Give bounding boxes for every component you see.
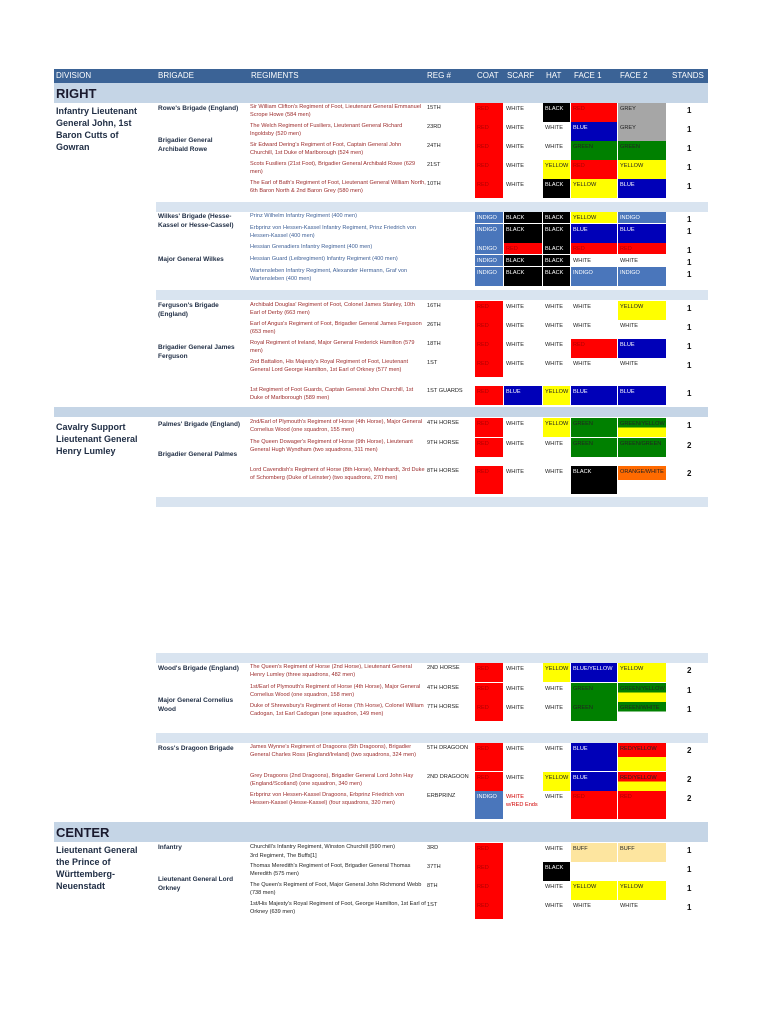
uniform-scarf-cell: WHITE bbox=[506, 686, 525, 692]
regiment-name: Erbprinz von Hessen-Kassel Dragoons, Erbprinz Friedrich von Hessen-Kassel (Hesse-Kassel) (four squadrons, 320 men) bbox=[250, 792, 405, 806]
uniform-hat-cell: BLACK bbox=[543, 103, 570, 122]
uniform-coat-cell: RED bbox=[475, 683, 503, 702]
stands-count: 1 bbox=[687, 342, 692, 351]
uniform-face2-cell: GREEN bbox=[618, 141, 666, 160]
regiment-name: Sir William Clifton's Regiment of Foot, Lieutenant General Emmanuel Scrope Howe (584 men) bbox=[250, 104, 422, 118]
table-row bbox=[250, 301, 708, 320]
uniform-face1-cell: WHITE bbox=[573, 304, 592, 310]
uniform-scarf-cell: WHITE bbox=[506, 182, 525, 188]
stands-count: 1 bbox=[687, 421, 692, 430]
uniform-face2-cell: WHITE bbox=[620, 361, 639, 367]
uniform-hat-cell: WHITE bbox=[545, 746, 564, 752]
uniform-face1-cell: RED bbox=[571, 160, 617, 179]
uniform-face2-cell: BLUE bbox=[618, 386, 666, 405]
uniform-face2-cell: GREEN/YELLOW bbox=[618, 418, 666, 437]
stands-count: 1 bbox=[687, 686, 692, 695]
uniform-scarf-cell: BLACK bbox=[504, 212, 542, 223]
stands-count: 1 bbox=[687, 361, 692, 370]
uniform-coat-cell: RED bbox=[475, 179, 503, 198]
uniform-face1-cell: GREEN bbox=[571, 418, 617, 437]
brigade-commander-wood: Major General Cornelius Wood bbox=[158, 697, 234, 713]
brigade-commander-palmes: Brigadier General Palmes bbox=[158, 451, 238, 458]
uniform-hat-cell: WHITE bbox=[545, 304, 564, 310]
regiment-number: 9TH HORSE bbox=[427, 440, 460, 446]
uniform-face2-cell: GREY bbox=[618, 103, 666, 122]
brigade-palmes: Palmes' Brigade (England) bbox=[158, 421, 241, 428]
regiment-name: The Queen's Regiment of Foot, Major General John Richmond Webb (738 men) bbox=[250, 882, 422, 896]
uniform-coat-cell: RED bbox=[475, 339, 503, 358]
regiment-number: 24TH bbox=[427, 143, 441, 149]
regiment-name: Thomas Meredith's Regiment of Foot, Brigadier General Thomas Meredith (575 men) bbox=[250, 863, 411, 877]
regiment-name: Earl of Angus's Regiment of Foot, Brigadier General James Ferguson (653 men) bbox=[250, 321, 422, 335]
regiment-number: ERBPRINZ bbox=[427, 793, 456, 799]
brigade-ross: Ross's Dragoon Brigade bbox=[158, 745, 234, 752]
uniform-face2-cell: RED/YELLOW bbox=[618, 743, 666, 771]
table-row bbox=[250, 141, 708, 160]
brigade-commander-orkney: Lieutenant General Lord Orkney bbox=[158, 876, 234, 892]
uniform-hat-cell: YELLOW bbox=[543, 772, 570, 791]
table-row bbox=[250, 212, 708, 223]
table-row bbox=[250, 320, 708, 339]
regiment-number: 37TH bbox=[427, 864, 441, 870]
uniform-hat-cell: BLACK bbox=[543, 179, 570, 198]
regiment-number: 1ST bbox=[427, 902, 438, 908]
uniform-scarf-cell: WHITE bbox=[506, 666, 525, 672]
uniform-hat-cell: WHITE bbox=[545, 361, 564, 367]
uniform-face2-cell: GREEN/GREEN bbox=[618, 438, 666, 457]
uniform-coat-cell: INDIGO bbox=[475, 791, 503, 819]
stands-count: 1 bbox=[687, 705, 692, 714]
regiment-name: 1st/Earl of Plymouth's Regiment of Horse (4th Horse), Major General Cornelius Wood (one squadron, 158 men) bbox=[250, 684, 421, 698]
stands-count: 1 bbox=[687, 227, 692, 236]
brigade-rowe: Rowe's Brigade (England) bbox=[158, 105, 239, 112]
brigade-commander-rowe: Brigadier General Archibald Rowe bbox=[158, 137, 213, 153]
regiment-name: James Wynne's Regiment of Dragoons (5th Dragoons), Brigadier General Charles Ross (England/Ireland) (two squadrons, 324 men) bbox=[250, 744, 417, 758]
regiment-name: Hessian Guard (Leibregiment) Infantry Regiment (400 men) bbox=[250, 256, 398, 262]
table-row bbox=[250, 852, 708, 862]
stands-count: 1 bbox=[687, 846, 692, 855]
header-division: DIVISION bbox=[56, 71, 92, 80]
regiment-number: 21ST bbox=[427, 162, 441, 168]
uniform-face1-cell: WHITE bbox=[573, 258, 592, 264]
uniform-face1-cell: BLUE bbox=[571, 122, 617, 141]
uniform-scarf-cell: WHITE bbox=[506, 746, 525, 752]
uniform-hat-cell: WHITE bbox=[545, 884, 564, 890]
section-title-right: RIGHT bbox=[56, 86, 97, 101]
regiment-number: 3RD bbox=[427, 845, 439, 851]
table-row bbox=[250, 702, 708, 721]
uniform-face1-cell: RED bbox=[571, 791, 617, 819]
regiment-name: Wartensleben Infantry Regiment, Alexander Hermann, Graf von Wartensleben (400 men) bbox=[250, 268, 408, 282]
uniform-scarf-cell: WHITE bbox=[506, 106, 525, 112]
uniform-face1-cell: RED bbox=[571, 243, 617, 254]
uniform-face1-cell: GREEN bbox=[571, 702, 617, 721]
stands-count: 2 bbox=[687, 469, 692, 478]
stands-count: 1 bbox=[687, 258, 692, 267]
uniform-hat-cell: BLACK bbox=[543, 255, 570, 266]
uniform-scarf-cell: WHITE w/RED Ends bbox=[506, 794, 538, 808]
uniform-face2-cell: BUFF bbox=[618, 843, 666, 862]
table-row bbox=[250, 466, 708, 494]
uniform-hat-cell: WHITE bbox=[545, 705, 564, 711]
table-row bbox=[250, 881, 708, 900]
uniform-coat-cell: RED bbox=[475, 320, 503, 339]
stands-count: 1 bbox=[687, 215, 692, 224]
stands-count: 1 bbox=[687, 903, 692, 912]
uniform-hat-cell: WHITE bbox=[545, 323, 564, 329]
section-band-cavalry bbox=[54, 407, 708, 417]
uniform-hat-cell: WHITE bbox=[545, 125, 564, 131]
table-row bbox=[250, 683, 708, 702]
uniform-face2-cell: BLUE bbox=[618, 179, 666, 198]
table-row bbox=[250, 243, 708, 254]
uniform-coat-cell: RED bbox=[475, 702, 503, 721]
uniform-coat-cell: RED bbox=[475, 743, 503, 771]
table-row bbox=[250, 743, 708, 771]
uniform-hat-cell: YELLOW bbox=[543, 418, 570, 437]
uniform-face1-cell: BLACK bbox=[571, 466, 617, 494]
uniform-scarf-cell: WHITE bbox=[506, 125, 525, 131]
table-row bbox=[250, 224, 708, 243]
uniform-coat-cell: RED bbox=[475, 418, 503, 437]
uniform-face2-cell: INDIGO bbox=[618, 212, 666, 223]
table-row bbox=[250, 339, 708, 358]
regiment-number: 4TH HORSE bbox=[427, 685, 460, 691]
uniform-face1-cell: BLUE bbox=[571, 224, 617, 243]
uniform-coat-cell: RED bbox=[475, 862, 503, 881]
brigade-commander-ferguson: Brigadier General James Ferguson bbox=[158, 344, 235, 360]
uniform-face2-cell: GREEN/WHITE bbox=[618, 702, 666, 721]
regiment-name: Sir Edward Dering's Regiment of Foot, Captain General John Churchill, 1st Duke of Marlborough (524 men) bbox=[250, 142, 402, 156]
uniform-face1-cell: BLUE bbox=[571, 743, 617, 771]
regiment-name: The Earl of Bath's Regiment of Foot, Lieutenant General William North, 6th Baron North & 2nd Baron Grey (580 men) bbox=[250, 180, 426, 194]
regiment-name: 2nd/Earl of Plymouth's Regiment of Horse (4th Horse), Major General Cornelius Wood (one squadron, 155 men) bbox=[250, 419, 423, 433]
regiment-number: 16TH bbox=[427, 303, 441, 309]
section-title-center: CENTER bbox=[56, 825, 110, 840]
uniform-face2-cell: BLUE bbox=[618, 339, 666, 358]
uniform-hat-cell: WHITE bbox=[545, 686, 564, 692]
uniform-scarf-cell: WHITE bbox=[506, 342, 525, 348]
stands-count: 1 bbox=[687, 865, 692, 874]
uniform-coat-cell: INDIGO bbox=[475, 243, 503, 254]
regiment-name: Duke of Shrewsbury's Regiment of Horse (7th Horse), Colonel William Cadogan, 1st Earl Cadogan (one squadron, 149 men) bbox=[250, 703, 424, 717]
uniform-face2-cell: GREY bbox=[618, 122, 666, 141]
regiment-name: Prinz Wilhelm Infantry Regiment (400 men) bbox=[250, 213, 357, 219]
uniform-face2-cell: YELLOW bbox=[618, 663, 666, 682]
uniform-face2-cell: WHITE bbox=[620, 903, 639, 909]
uniform-coat-cell: RED bbox=[475, 900, 503, 919]
table-row bbox=[250, 160, 708, 179]
stands-count: 1 bbox=[687, 144, 692, 153]
table-row bbox=[250, 900, 708, 919]
header-coat: COAT bbox=[477, 71, 499, 80]
uniform-coat-cell: RED bbox=[475, 358, 503, 377]
header-stands: STANDS bbox=[672, 71, 704, 80]
section-band-right bbox=[54, 83, 708, 103]
uniform-face1-cell: INDIGO bbox=[571, 267, 617, 286]
uniform-coat-cell: INDIGO bbox=[475, 267, 503, 286]
regiment-name: Archibald Douglas' Regiment of Foot, Colonel James Stanley, 10th Earl of Derby (663 men) bbox=[250, 302, 415, 316]
table-row bbox=[250, 862, 708, 881]
uniform-scarf-cell: WHITE bbox=[506, 441, 525, 447]
header-reg-num: REG # bbox=[427, 71, 452, 80]
uniform-hat-cell: WHITE bbox=[545, 342, 564, 348]
uniform-face1-cell: WHITE bbox=[573, 361, 592, 367]
stands-count: 1 bbox=[687, 246, 692, 255]
uniform-scarf-cell: BLACK bbox=[504, 224, 542, 243]
uniform-face1-cell: GREEN bbox=[571, 141, 617, 160]
division-cavalry-support: Cavalry Support Lieutenant General Henry Lumley bbox=[56, 422, 138, 456]
uniform-scarf-cell: WHITE bbox=[506, 775, 525, 781]
table-row bbox=[250, 179, 708, 198]
uniform-hat-cell: BLACK bbox=[543, 224, 570, 243]
uniform-coat-cell: RED bbox=[475, 663, 503, 682]
brigade-wilkes: Wilkes' Brigade (Hesse-Kassel or Hesse-Cassel) bbox=[158, 213, 234, 229]
uniform-scarf-cell: BLACK bbox=[504, 267, 542, 286]
uniform-hat-cell: WHITE bbox=[545, 441, 564, 447]
uniform-face1-cell: RED bbox=[571, 339, 617, 358]
uniform-hat-cell: YELLOW bbox=[543, 663, 570, 682]
table-row bbox=[250, 418, 708, 437]
uniform-scarf-cell: WHITE bbox=[506, 144, 525, 150]
regiment-name: Scots Fusiliers (21st Foot), Brigadier General Archibald Rowe (629 men) bbox=[250, 161, 416, 175]
uniform-coat-cell: RED bbox=[475, 122, 503, 141]
uniform-scarf-cell: RED bbox=[504, 243, 542, 254]
uniform-hat-cell: WHITE bbox=[545, 794, 564, 800]
brigade-center-infantry: Infantry bbox=[158, 844, 182, 851]
regiment-number: 1ST bbox=[427, 360, 438, 366]
uniform-hat-cell: WHITE bbox=[545, 846, 564, 852]
table-row bbox=[250, 386, 708, 405]
regiment-number: 1ST GUARDS bbox=[427, 388, 463, 394]
uniform-face1-cell: BLUE bbox=[571, 772, 617, 791]
stands-count: 1 bbox=[687, 163, 692, 172]
header-face1: FACE 1 bbox=[574, 71, 602, 80]
regiment-name: 3rd Regiment, The Buffs[1] bbox=[250, 853, 317, 859]
regiment-name: The Queen Dowager's Regiment of Horse (9th Horse), Lieutenant General Hugh Wyndham (two squadrons, 311 men) bbox=[250, 439, 413, 453]
uniform-hat-cell: BLACK bbox=[543, 267, 570, 286]
uniform-face2-cell: YELLOW bbox=[618, 881, 666, 900]
regiment-name: 1st Regiment of Foot Guards, Captain General John Churchill, 1st Duke of Marlborough (589 men) bbox=[250, 387, 414, 401]
uniform-coat-cell: RED bbox=[475, 881, 503, 900]
uniform-face1-cell: GREEN bbox=[571, 438, 617, 457]
uniform-scarf-cell: WHITE bbox=[506, 323, 525, 329]
uniform-hat-cell: YELLOW bbox=[543, 386, 570, 405]
stands-count: 1 bbox=[687, 182, 692, 191]
stands-count: 1 bbox=[687, 304, 692, 313]
uniform-coat-cell: RED bbox=[475, 438, 503, 457]
uniform-coat-cell: RED bbox=[475, 103, 503, 122]
uniform-face2-cell: BLUE bbox=[618, 224, 666, 243]
spacer-strip bbox=[156, 202, 708, 212]
table-row bbox=[250, 772, 708, 791]
stands-count: 1 bbox=[687, 323, 692, 332]
uniform-face2-cell: RED bbox=[618, 791, 666, 819]
header-hat: HAT bbox=[546, 71, 562, 80]
uniform-scarf-cell: BLACK bbox=[504, 255, 542, 266]
regiment-name: The Queen's Regiment of Horse (2nd Horse), Lieutenant General Henry Lumley (three squadrons, 482 men) bbox=[250, 664, 412, 678]
stands-count: 1 bbox=[687, 884, 692, 893]
uniform-coat-cell: INDIGO bbox=[475, 255, 503, 266]
uniform-scarf-cell: WHITE bbox=[506, 421, 525, 427]
regiment-name: Lord Cavendish's Regiment of Horse (8th Horse), Meinhardt, 3rd Duke of Schomberg (Duke of Leinster) (two squadrons, 270 men) bbox=[250, 467, 425, 481]
uniform-scarf-cell: WHITE bbox=[506, 163, 525, 169]
regiment-number: 18TH bbox=[427, 341, 441, 347]
regiment-number: 10TH bbox=[427, 181, 441, 187]
table-row bbox=[250, 358, 708, 377]
stands-count: 1 bbox=[687, 125, 692, 134]
uniform-face1-cell: WHITE bbox=[573, 903, 592, 909]
uniform-face2-cell: RED bbox=[618, 243, 666, 254]
brigade-wood: Wood's Brigade (England) bbox=[158, 665, 239, 672]
regiment-name: Churchill's Infantry Regiment, Winston Churchill (590 men) bbox=[250, 844, 396, 850]
regiment-number: 15TH bbox=[427, 105, 441, 111]
spacer-strip bbox=[156, 497, 708, 507]
regiment-name: 2nd Battalion, His Majesty's Royal Regiment of Foot, Lieutenant General Lord George Hamilton, 1st Earl of Orkney (577 men) bbox=[250, 359, 409, 373]
uniform-face2-cell: YELLOW bbox=[618, 301, 666, 320]
regiment-number: 7TH HORSE bbox=[427, 704, 460, 710]
division-right-infantry: Infantry Lieutenant General John, 1st Baron Cutts of Gowran bbox=[56, 106, 138, 152]
uniform-face2-cell: ORANGE/WHITE bbox=[618, 466, 666, 494]
stands-count: 1 bbox=[687, 270, 692, 279]
uniform-face1-cell: RED bbox=[571, 103, 617, 122]
stands-count: 2 bbox=[687, 775, 692, 784]
uniform-face1-cell: YELLOW bbox=[571, 881, 617, 900]
table-header bbox=[54, 69, 708, 83]
regiment-number: 26TH bbox=[427, 322, 441, 328]
uniform-hat-cell: BLACK bbox=[543, 243, 570, 254]
uniform-coat-cell: RED bbox=[475, 466, 503, 494]
table-row bbox=[250, 438, 708, 457]
uniform-scarf-cell: WHITE bbox=[506, 304, 525, 310]
regiment-number: 2ND DRAGOON bbox=[427, 774, 469, 780]
uniform-scarf-cell: WHITE bbox=[506, 469, 525, 475]
regiment-name: Erbprinz von Hessen-Kassel Infantry Regiment, Prinz Friedrich von Hessen-Kassel (400 men) bbox=[250, 225, 417, 239]
regiment-number: 23RD bbox=[427, 124, 442, 130]
table-row bbox=[250, 122, 708, 141]
header-regiments: REGIMENTS bbox=[251, 71, 299, 80]
uniform-face2-cell: YELLOW bbox=[618, 160, 666, 179]
uniform-hat-cell: BLACK bbox=[543, 862, 570, 881]
table-row bbox=[250, 791, 708, 819]
uniform-scarf-cell: WHITE bbox=[506, 705, 525, 711]
uniform-face2-cell: INDIGO bbox=[618, 267, 666, 286]
uniform-scarf-cell: WHITE bbox=[506, 361, 525, 367]
section-band-center bbox=[54, 822, 708, 842]
table-row bbox=[250, 255, 708, 266]
uniform-coat-cell: RED bbox=[475, 160, 503, 179]
brigade-commander-wilkes: Major General Wilkes bbox=[158, 256, 224, 263]
regiment-number: 8TH HORSE bbox=[427, 468, 460, 474]
uniform-hat-cell: WHITE bbox=[545, 469, 564, 475]
uniform-hat-cell: BLACK bbox=[543, 212, 570, 223]
regiment-name: Royal Regiment of Ireland, Major General Frederick Hamilton (579 men) bbox=[250, 340, 415, 354]
uniform-coat-cell: RED bbox=[475, 843, 503, 862]
uniform-face2-cell: RED/YELLOW bbox=[618, 772, 666, 791]
uniform-face2-cell: GREEN/YELLOW bbox=[618, 683, 666, 702]
uniform-face2-cell: WHITE bbox=[620, 323, 639, 329]
spacer-strip bbox=[156, 290, 708, 300]
spacer-strip bbox=[156, 653, 708, 663]
uniform-coat-cell: RED bbox=[475, 386, 503, 405]
uniform-face1-cell: WHITE bbox=[573, 323, 592, 329]
header-brigade: BRIGADE bbox=[158, 71, 195, 80]
uniform-face1-cell: BLUE/YELLOW bbox=[571, 663, 617, 682]
uniform-coat-cell: RED bbox=[475, 301, 503, 320]
regiment-number: 4TH HORSE bbox=[427, 420, 460, 426]
division-center: Lieutenant General the Prince of Württemberg-Neuenstadt bbox=[56, 845, 138, 891]
regiment-name: Grey Dragoons (2nd Dragoons), Brigadier General Lord John Hay (England/Scotland) (one squadron, 340 men) bbox=[250, 773, 414, 787]
regiment-name: 1st/His Majesty's Royal Regiment of Foot, George Hamilton, 1st Earl of Orkney (639 men) bbox=[250, 901, 426, 915]
table-row bbox=[250, 663, 708, 682]
regiment-name: Hessian Grenadiers Infantry Regiment (400 men) bbox=[250, 244, 373, 250]
uniform-face1-cell: YELLOW bbox=[571, 212, 617, 223]
stands-count: 2 bbox=[687, 794, 692, 803]
uniform-coat-cell: INDIGO bbox=[475, 212, 503, 223]
brigade-ferguson: Ferguson's Brigade (England) bbox=[158, 302, 219, 318]
uniform-face1-cell: BLUE bbox=[571, 386, 617, 405]
stands-count: 2 bbox=[687, 666, 692, 675]
regiment-name: The Welch Regiment of Fusiliers, Lieutenant General Richard Ingoldsby (520 men) bbox=[250, 123, 403, 137]
uniform-face1-cell: GREEN bbox=[571, 683, 617, 702]
uniform-hat-cell: YELLOW bbox=[543, 160, 570, 179]
uniform-face1-cell: BUFF bbox=[571, 843, 617, 862]
uniform-coat-cell: RED bbox=[475, 772, 503, 791]
stands-count: 2 bbox=[687, 441, 692, 450]
spacer-strip bbox=[156, 733, 708, 743]
uniform-hat-cell: WHITE bbox=[545, 903, 564, 909]
uniform-coat-cell: INDIGO bbox=[475, 224, 503, 243]
stands-count: 1 bbox=[687, 389, 692, 398]
uniform-hat-cell: WHITE bbox=[545, 144, 564, 150]
regiment-number: 2ND HORSE bbox=[427, 665, 460, 671]
regiment-number: 8TH bbox=[427, 883, 438, 889]
table-row bbox=[250, 267, 708, 286]
stands-count: 1 bbox=[687, 106, 692, 115]
uniform-face2-cell: WHITE bbox=[620, 258, 639, 264]
regiment-number: 5TH DRAGOON bbox=[427, 745, 469, 751]
uniform-face1-cell: YELLOW bbox=[571, 179, 617, 198]
uniform-scarf-cell: BLUE bbox=[504, 386, 542, 405]
header-face2: FACE 2 bbox=[620, 71, 648, 80]
table-row bbox=[250, 103, 708, 122]
stands-count: 2 bbox=[687, 746, 692, 755]
header-scarf: SCARF bbox=[507, 71, 535, 80]
uniform-coat-cell: RED bbox=[475, 141, 503, 160]
